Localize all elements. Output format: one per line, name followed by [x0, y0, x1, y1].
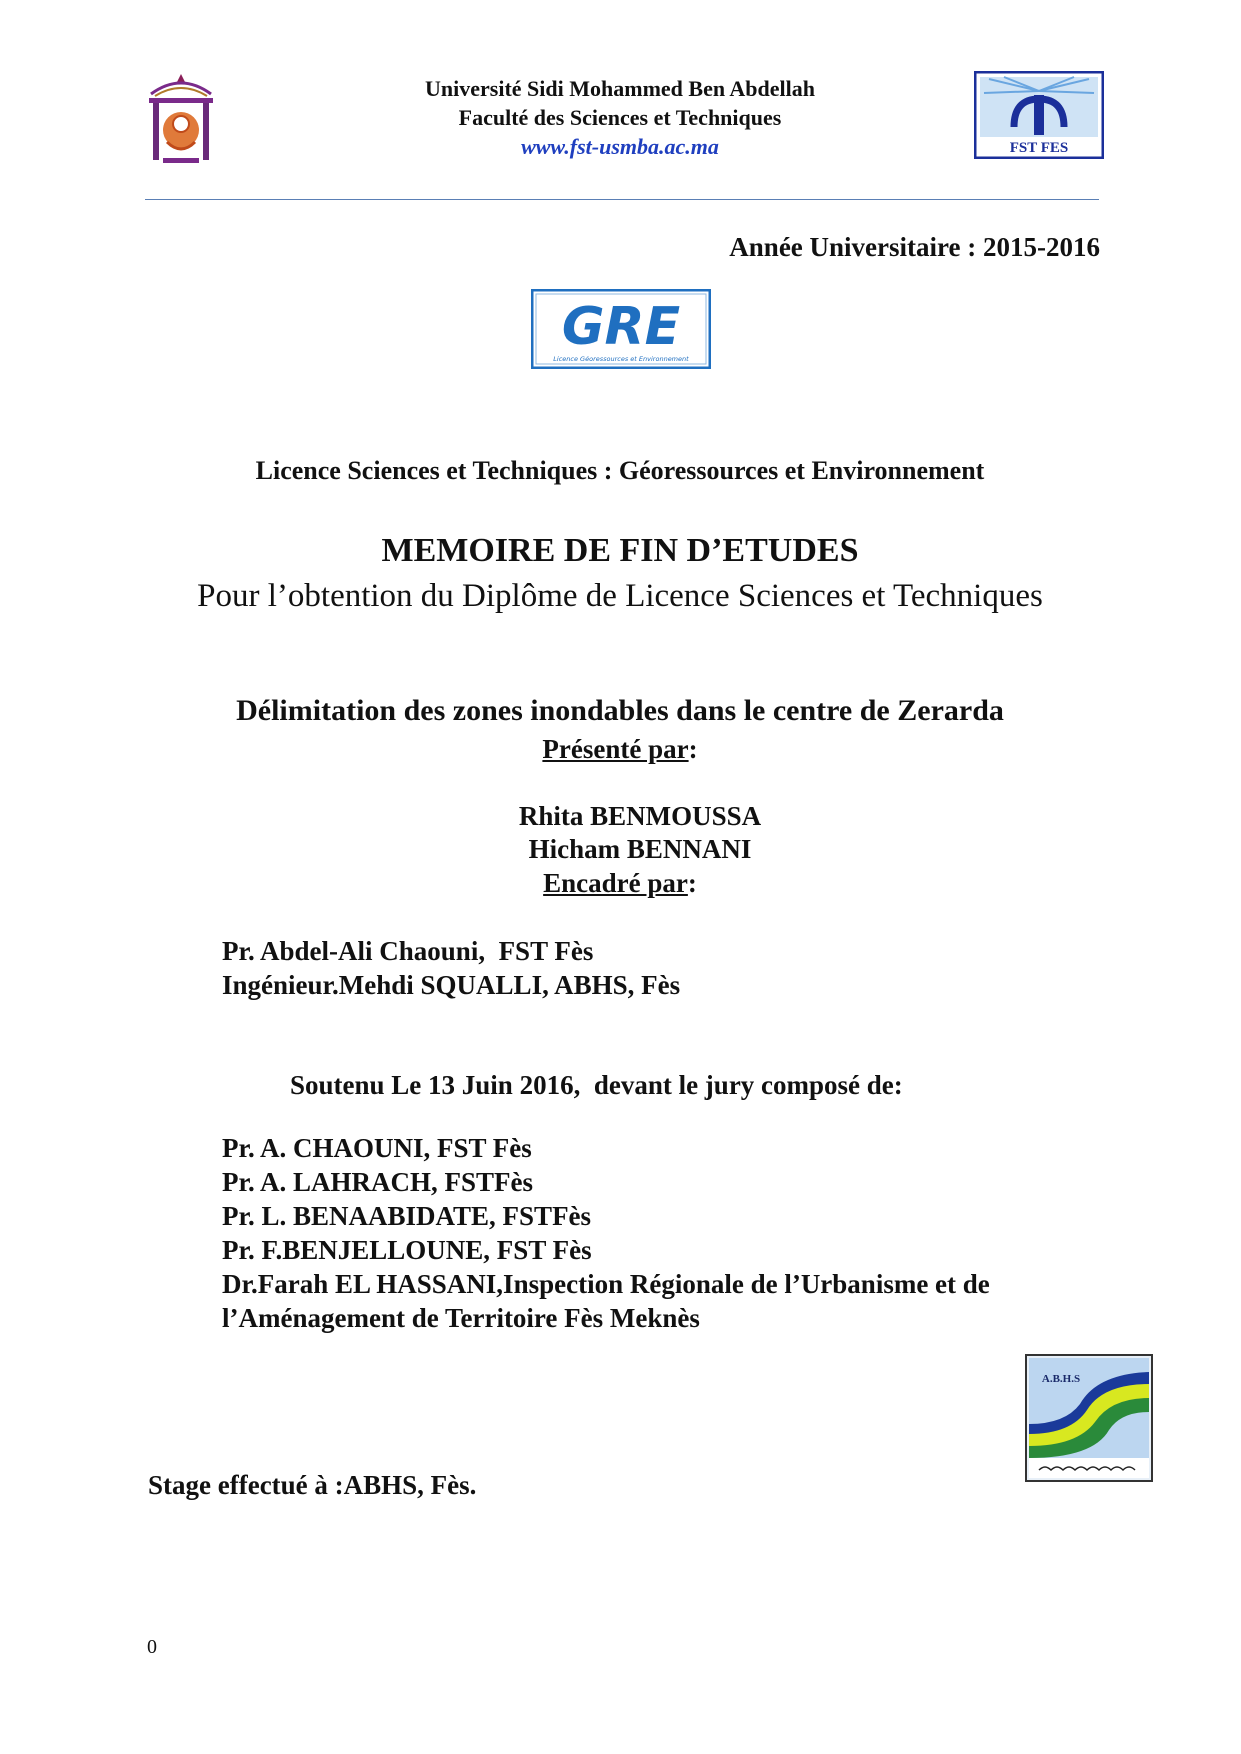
presented-by-heading: Présenté par: — [542, 734, 698, 764]
jury-member: Pr. L. BENAABIDATE, FSTFès — [222, 1201, 592, 1231]
supervisor-item: Ingénieur.Mehdi SQUALLI, ABHS, Fès — [222, 970, 681, 1000]
supervised-by-label: Encadré par — [543, 868, 688, 898]
fst-logo-text: FST FES — [1009, 140, 1069, 156]
page-number: 0 — [147, 1636, 157, 1658]
abhs-logo-text: A.B.H.S — [1041, 1373, 1081, 1385]
gre-logo — [531, 289, 711, 369]
memoire-title: MEMOIRE DE FIN D’ETUDES — [381, 532, 859, 569]
presented-by-label: Présenté par — [542, 734, 689, 764]
supervised-by-heading: Encadré par: — [543, 868, 697, 898]
gre-logo-caption: Licence Géoressources et Environnement — [553, 355, 689, 363]
fst-fes-logo — [974, 71, 1104, 159]
jury-member: Pr. A. LAHRACH, FSTFès — [222, 1167, 534, 1197]
jury-member: Pr. F.BENJELLOUNE, FST Fès — [222, 1235, 592, 1265]
jury-list — [222, 1131, 1102, 1335]
internship-location: Stage effectué à :ABHS, Fès. — [148, 1470, 477, 1500]
abhs-logo — [1025, 1354, 1153, 1482]
header-divider — [145, 199, 1099, 200]
author-name: Rhita BENMOUSSA — [518, 801, 762, 831]
thesis-subject: Délimitation des zones inondables dans le centre de Zerarda — [236, 694, 1004, 727]
jury-member: Pr. A. CHAOUNI, FST Fès — [222, 1133, 532, 1163]
supervisors-list — [222, 934, 1122, 1002]
website-link[interactable]: www.fst-usmba.ac.ma — [521, 134, 719, 159]
supervisor-item: Pr. Abdel-Ali Chaouni, FST Fès — [222, 936, 594, 966]
author-name: Hicham BENNANI — [528, 834, 752, 864]
gre-logo-text: GRE — [561, 297, 681, 357]
university-name: Université Sidi Mohammed Ben Abdellah — [425, 76, 815, 101]
obtention-subtitle: Pour l’obtention du Diplôme de Licence Sciences et Techniques — [197, 578, 1043, 614]
university-logo — [145, 72, 217, 166]
header-institution — [330, 74, 910, 161]
authors-list — [470, 800, 810, 866]
defense-statement: Soutenu Le 13 Juin 2016, devant le jury composé de: — [290, 1070, 903, 1100]
faculty-name: Faculté des Sciences et Techniques — [458, 105, 782, 130]
licence-title: Licence Sciences et Techniques : Géoressources et Environnement — [255, 456, 985, 485]
academic-year: Année Universitaire : 2015-2016 — [729, 232, 1100, 262]
jury-member: Dr.Farah EL HASSANI,Inspection Régionale de l’Urbanisme et de l’Aménagement de Territoire Fès Meknès — [222, 1269, 990, 1333]
